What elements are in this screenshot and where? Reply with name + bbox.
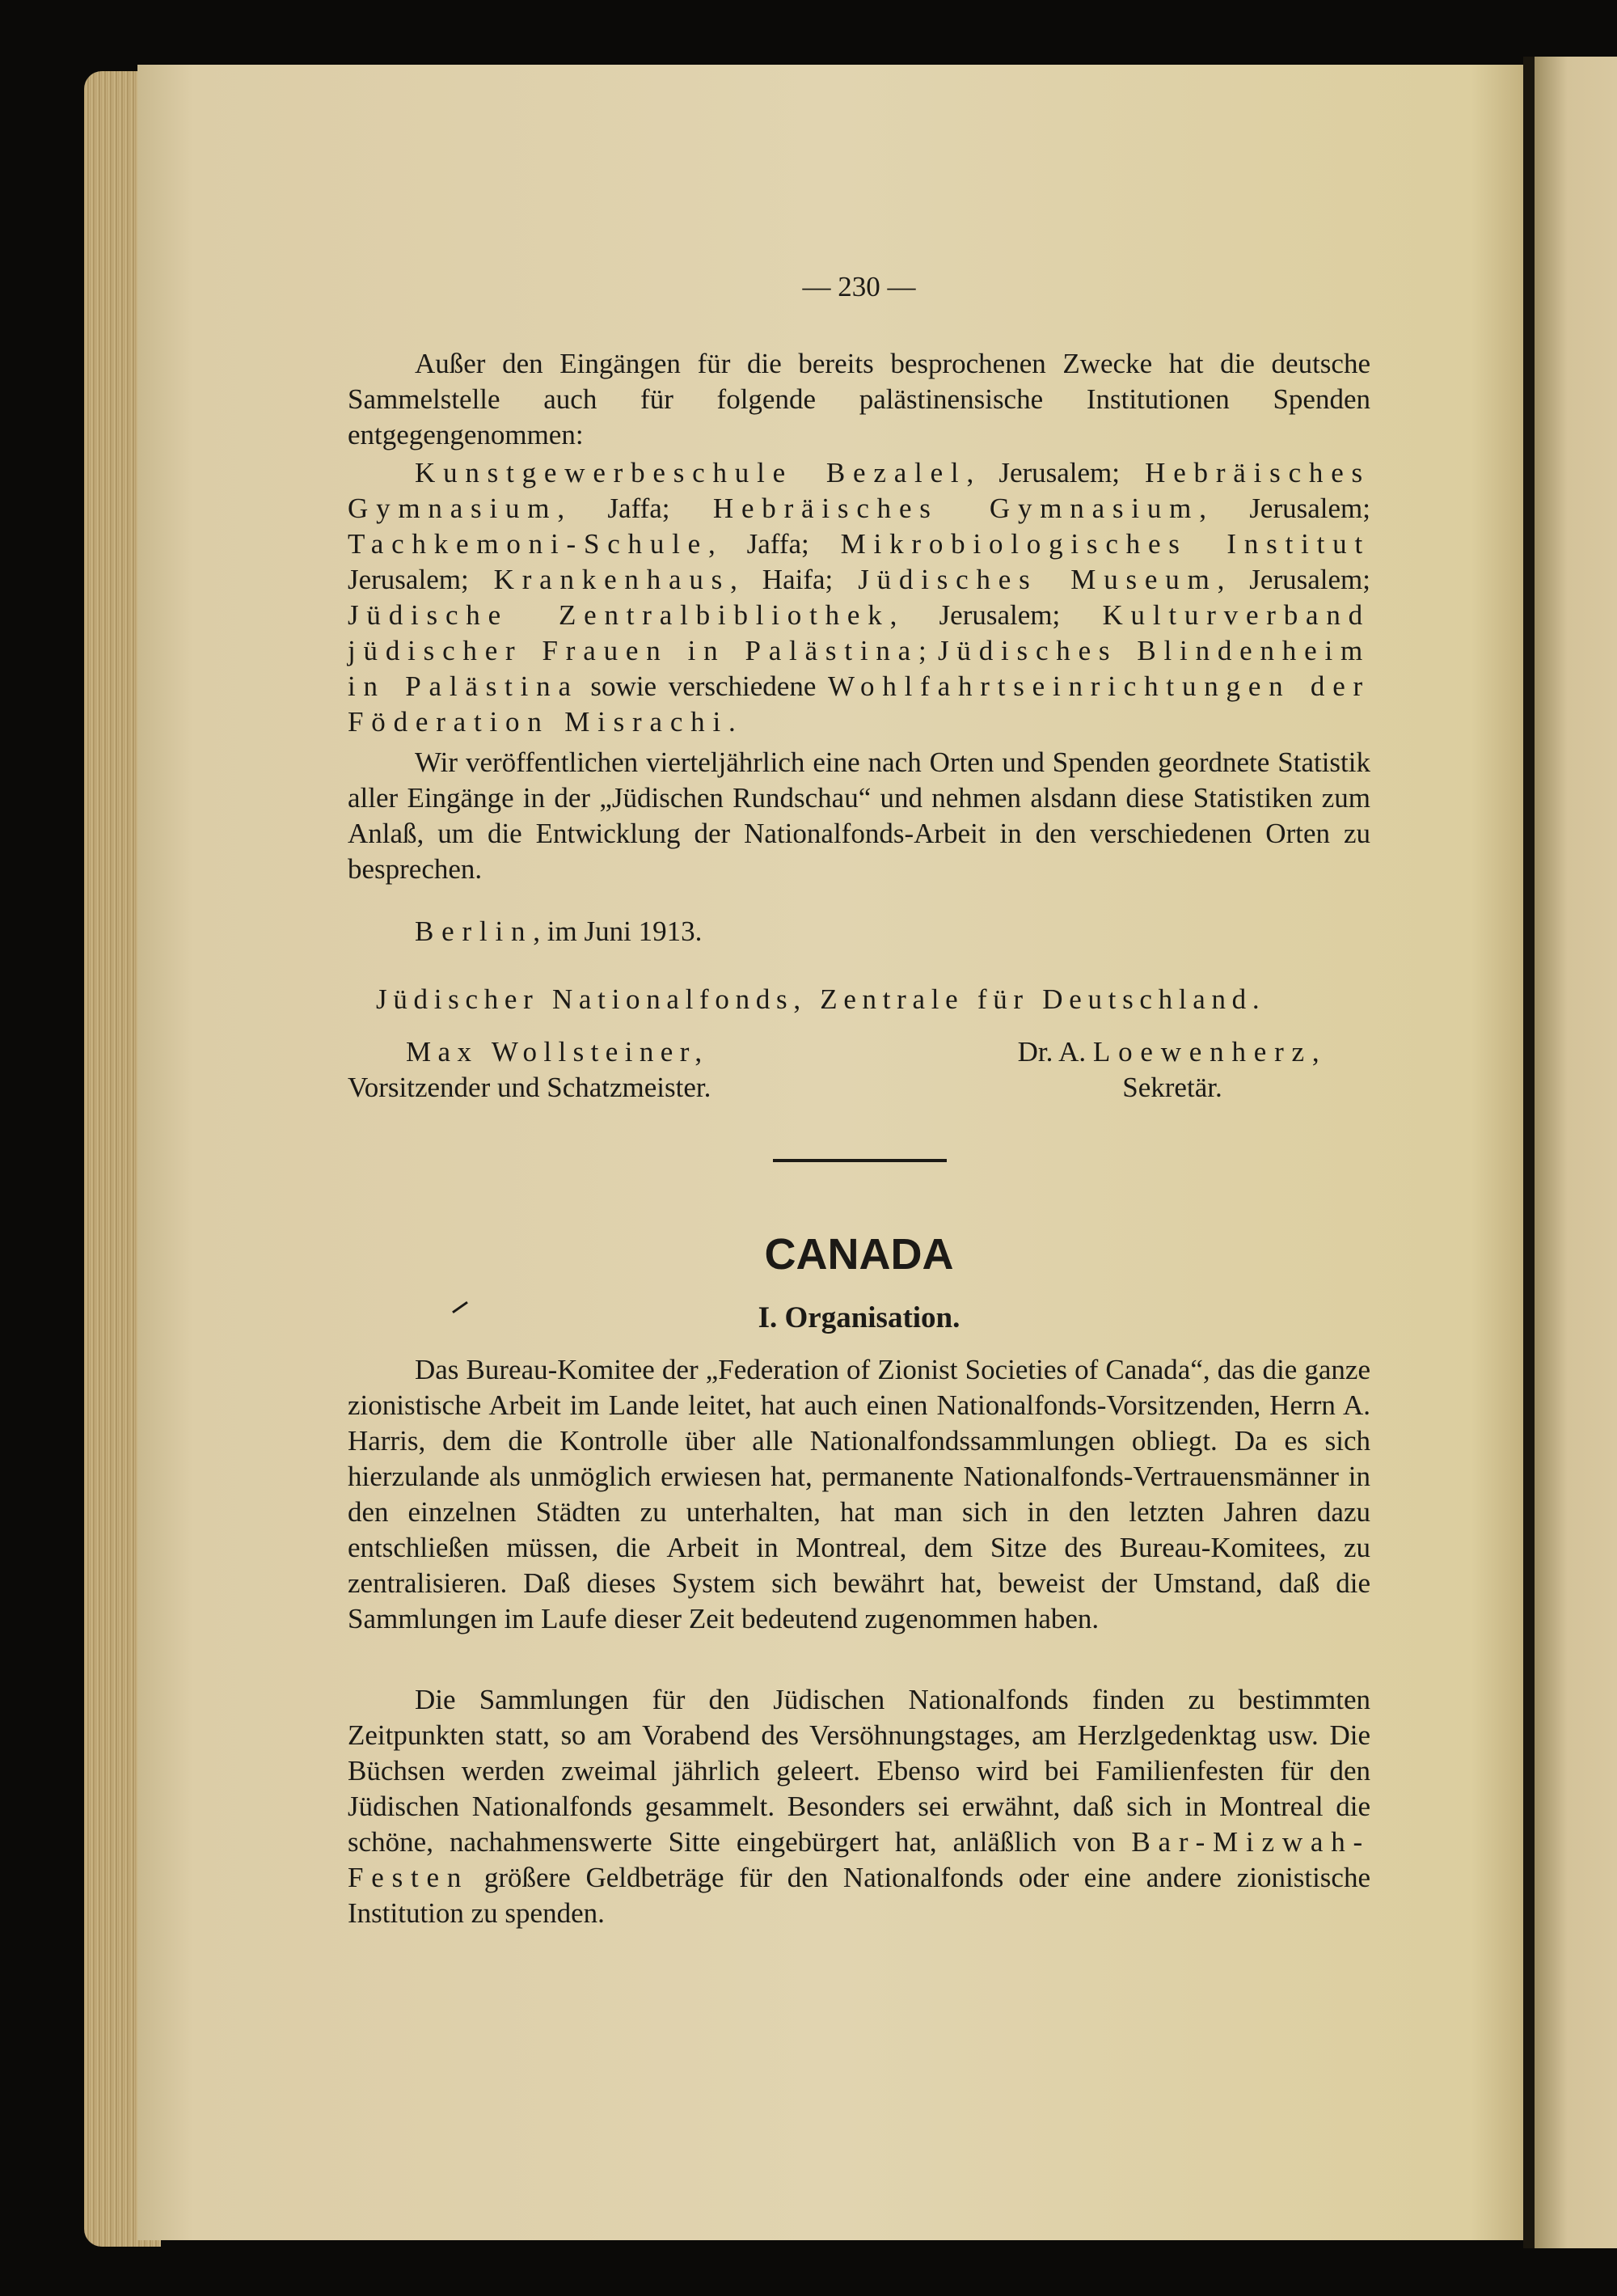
collections-paragraph xyxy=(348,1682,1370,1931)
place-date xyxy=(348,914,1370,949)
institution-name: Kulturverband jüdischer Frauen in Palästina xyxy=(348,599,1370,666)
section-divider xyxy=(773,1159,947,1162)
institution-name: Kunstgewerbeschule Bezalel xyxy=(415,457,967,488)
organization-signature-line: Jüdischer Nationalfonds, Zentrale für Deutschland. xyxy=(376,983,1266,1015)
place-date-text: , im Juni 1913. xyxy=(533,915,703,947)
institutions-paragraph xyxy=(348,455,1370,740)
institution-name: Wohlfahrtseinrichtungen der Föderation Misrachi xyxy=(348,670,1370,738)
place-city: Berlin xyxy=(415,915,534,947)
institution-name: Mikrobiologisches Institut xyxy=(840,528,1370,560)
signature-right xyxy=(962,1034,1383,1106)
organisation-paragraph: Das Bureau-Komitee der „Federation of Zionist Societies of Canada“, das die ganze zionistische Arbeit im Lande leitet, hat auch einen Nationalfonds-Vorsitzenden, Herrn A. Harris, dem die Kontrolle über alle Nationalfondssammlungen obliegt. Da es sich hierzulande als unmöglich erwiesen hat, permanente Nationalfonds-Vertrauensmänner in den einzelnen Städten zu unterhalten, hat man sich in den letzten Jahren dazu entschließen müssen, die Arbeit in Montreal, dem Sitze des Bureau-Komitees, zu zentralisieren. Daß dieses System sich bewährt hat, beweist der Umstand, daß die Sammlungen im Laufe dieser Zeit bedeutend zugenommen haben. xyxy=(348,1354,1370,1634)
intro-paragraph: Außer den Eingängen für die bereits besprochenen Zwecke hat die deutsche Sammelstelle auch für folgende palästinensische Institutionen Spenden entgegengenommen: xyxy=(348,348,1370,450)
institution-separator: ; xyxy=(918,635,938,666)
institution-separator: Jerusalem; xyxy=(348,564,494,595)
signature-right-name: Loewenherz, xyxy=(1092,1036,1328,1068)
institution-separator: , Jerusalem; xyxy=(1217,564,1370,595)
signature-left-title: Vorsitzender und Schatzmeister. xyxy=(348,1072,711,1103)
institution-name: Jüdische Zentralbibliothek xyxy=(348,599,890,631)
institution-separator: , Jaffa; xyxy=(557,493,713,524)
institution-name: Hebräisches Gymnasium xyxy=(712,493,1200,524)
page-number: — 230 — xyxy=(802,271,916,302)
collections-text-1: Die Sammlungen für den Jüdischen Nationalfonds finden zu bestimmten Zeitpunkten statt, so am Vorabend des Versöhnungstages, am Herzlgedenktag usw. Die Büchsen werden zweimal jährlich geleert. Ebenso wird bei Familienfesten für den Jüdischen Nationalfonds gesammelt. Besonders sei erwähnt, daß sich in Montreal die schöne, nachahmenswerte Sitte eingebürgert hat, anläßlich von xyxy=(348,1684,1370,1858)
collections-spaced-term: Bar-Mizwah-Festen xyxy=(348,1826,1370,1893)
signature-right-prefix: Dr. A. xyxy=(1017,1036,1093,1068)
institution-separator: , Jerusalem; xyxy=(889,599,1103,631)
signatures xyxy=(348,1034,1370,1115)
institution-name: Tachkemoni-Schule xyxy=(348,528,709,560)
collections-text-2: größere Geldbeträge für den Nationalfonds oder eine andere zionistische Institution zu spenden. xyxy=(348,1862,1370,1929)
institution-separator: . xyxy=(728,706,736,738)
statistics-paragraph: Wir veröffentlichen vierteljährlich eine nach Orten und Spenden geordnete Statistik aller Eingänge in der „Jüdischen Rundschau“ und nehmen alsdann diese Statistiken zum Anlaß, um die Entwicklung der Nationalfonds-Arbeit in den verschiedenen Orten zu besprechen. xyxy=(348,746,1370,885)
signature-right-title: Sekretär. xyxy=(1122,1072,1222,1103)
signature-left xyxy=(348,1034,817,1106)
facing-page-edge xyxy=(1535,57,1617,2248)
institution-name: Jüdisches Blindenheim in Palästina xyxy=(348,635,1370,702)
signature-left-name: Max Wollsteiner, xyxy=(406,1036,709,1068)
section-title: CANADA xyxy=(764,1230,954,1279)
institution-separator: , Jerusalem; xyxy=(966,457,1146,488)
institution-separator: sowie verschiedene xyxy=(578,670,828,702)
institution-name: Hebräisches Gymnasium xyxy=(348,457,1370,524)
institution-separator: , Jaffa; xyxy=(708,528,841,560)
institution-separator: , Haifa; xyxy=(730,564,859,595)
institution-name: Jüdisches Museum xyxy=(858,564,1218,595)
subsection-title: I. Organisation. xyxy=(758,1301,960,1334)
institution-separator: , Jerusalem; xyxy=(1199,493,1370,524)
institutions-list xyxy=(348,455,1370,740)
institution-name: Krankenhaus xyxy=(493,564,731,595)
